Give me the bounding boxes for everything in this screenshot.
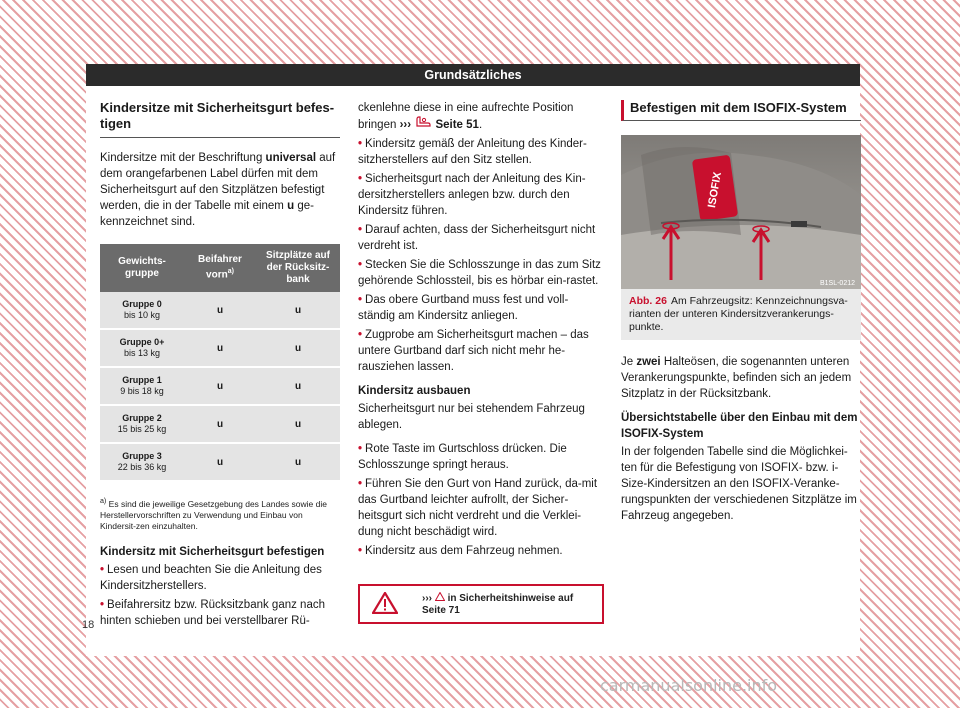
column-middle — [358, 100, 603, 562]
warning-icon — [372, 592, 398, 619]
column-right — [621, 100, 861, 532]
remove-intro: Sicherheitsgurt nur bei stehendem Fahrzeug ablegen. — [358, 403, 585, 431]
cell-rear: u — [256, 443, 340, 481]
figure-caption: Abb. 26 Am Fahrzeugsitz: Kennzeichnungsva-rianten der unteren Kindersitzverankerungs-punkte. — [621, 289, 861, 340]
cell-front: u — [184, 443, 256, 481]
svg-text:ISOFIX: ISOFIX — [705, 171, 725, 209]
cell-group: Gruppe 1 9 bis 18 kg — [100, 367, 184, 405]
cell-front: u — [184, 367, 256, 405]
cell-rear: u — [256, 292, 340, 329]
continued-text: ckenlehne diese in eine aufrechte Position bringen ››› Seite 51. — [358, 102, 574, 131]
table-header-rear: Sitzplätze auf der Rücksitz-bank — [256, 244, 340, 292]
overview-paragraph: In der folgenden Tabelle sind die Möglichkei-ten für die Befestigung von ISOFIX- bzw. i-Size-Kindersitzen an den ISOFIX-Veranke-rungspunkten der verschiedenen Sitzplätze im Fahrzeug angegeben. — [621, 446, 857, 522]
svg-text:B1SL-0212: B1SL-0212 — [819, 280, 855, 287]
page-link-51[interactable]: Seite 51 — [435, 119, 479, 131]
cell-group: Gruppe 0 bis 10 kg — [100, 292, 184, 329]
chapter-header: Grundsätzliches — [86, 64, 860, 86]
cell-rear: u — [256, 405, 340, 443]
cell-rear: u — [256, 329, 340, 367]
list-item: • Sicherheitsgurt nach der Anleitung des Kin-dersitzherstellers anlegen bzw. durch den Kindersitz führen. — [358, 173, 586, 217]
column-left — [100, 100, 340, 632]
safety-warning-box — [358, 584, 604, 624]
table-header-front: Beifahrer vorn$^{a)}$ — [184, 244, 256, 292]
table-row — [100, 443, 340, 481]
table-row — [100, 405, 340, 443]
table-row — [100, 367, 340, 405]
cell-rear: u — [256, 367, 340, 405]
table-row — [100, 329, 340, 367]
page-number: 18 — [82, 619, 95, 631]
section-heading-isofix: Befestigen mit dem ISOFIX-System — [621, 100, 861, 121]
list-item: • Rote Taste im Gurtschloss drücken. Die Schlosszunge springt heraus. — [358, 443, 567, 471]
small-warning-icon — [435, 593, 445, 604]
cell-front: u — [184, 405, 256, 443]
cell-group: Gruppe 2 15 bis 25 kg — [100, 405, 184, 443]
list-item: • Führen Sie den Gurt von Hand zurück, da-mit das Gurtband leichter aufrollt, der Sicher-heitsgurt sich nicht verdreht und die Verklei-dung nicht beschädigt wird. — [358, 478, 598, 538]
child-seat-icon — [414, 119, 432, 131]
cell-group: Gruppe 0+ bis 13 kg — [100, 329, 184, 367]
list-item: • Stecken Sie die Schlosszunge in das zum Sitz gehörende Schlossteil, bis es hörbar ein-rastet. — [358, 259, 601, 287]
isofix-paragraph: Je zwei Halteösen, die sogenannten unteren Verankerungspunkte, befinden sich an jedem Sitzplatz in der Rücksitzbank. — [621, 356, 852, 400]
table-row — [100, 292, 340, 329]
list-item: • Darauf achten, dass der Sicherheitsgurt nicht verdreht ist. — [358, 224, 596, 252]
sub-heading-overview: Übersichtstabelle über den Einbau mit dem ISOFIX-System — [621, 412, 858, 440]
cell-group: Gruppe 3 22 bis 36 kg — [100, 443, 184, 481]
table-footnote: $^{a)}$ Es sind die jeweilige Gesetzgebung des Landes sowie die Herstellervorschriften zu Verwendung und Einbau von Kindersit-zen einzuhalten. — [100, 497, 327, 531]
isofix-figure-image — [621, 135, 861, 289]
list-item: • Kindersitz gemäß der Anleitung des Kinder-sitzherstellers auf den Sitz stellen. — [358, 138, 587, 166]
intro-paragraph: Kindersitze mit der Beschriftung universal auf dem orangefarbenen Label dürfen mit dem Sicherheitsgurt auf den Sitzplätzen befestigt werden, die in der Tabelle mit einem u ge-kennzeichnet sind. — [100, 152, 336, 228]
list-item: • Lesen und beachten Sie die Anleitung des Kindersitzherstellers. — [100, 563, 322, 592]
sub-heading-fasten: Kindersitz mit Sicherheitsgurt befestigen — [100, 545, 325, 558]
manual-page — [82, 64, 860, 656]
list-item: • Kindersitz aus dem Fahrzeug nehmen. — [358, 545, 563, 557]
list-item: • Zugprobe am Sicherheitsgurt machen – das untere Gurtband darf sich nicht mehr he-rausziehen lassen. — [358, 329, 589, 373]
watermark-text: carmanualsonline.info — [600, 676, 778, 695]
cell-front: u — [184, 329, 256, 367]
table-header-weight: Gewichts-gruppe — [100, 244, 184, 292]
section-heading-seatbelt: Kindersitze mit Sicherheitsgurt befes-tigen — [100, 100, 340, 138]
list-item: • Beifahrersitz bzw. Rücksitzbank ganz nach hinten schieben und bei verstellbarer Rü- — [100, 598, 325, 627]
warning-text[interactable]: ››› in Sicherheitshinweise auf Seite 71 — [422, 593, 574, 616]
seat-table — [100, 244, 340, 482]
list-item: • Das obere Gurtband muss fest und voll-ständig am Kindersitz anliegen. — [358, 294, 569, 322]
cell-front: u — [184, 292, 256, 329]
sub-heading-remove: Kindersitz ausbauen — [358, 385, 471, 397]
